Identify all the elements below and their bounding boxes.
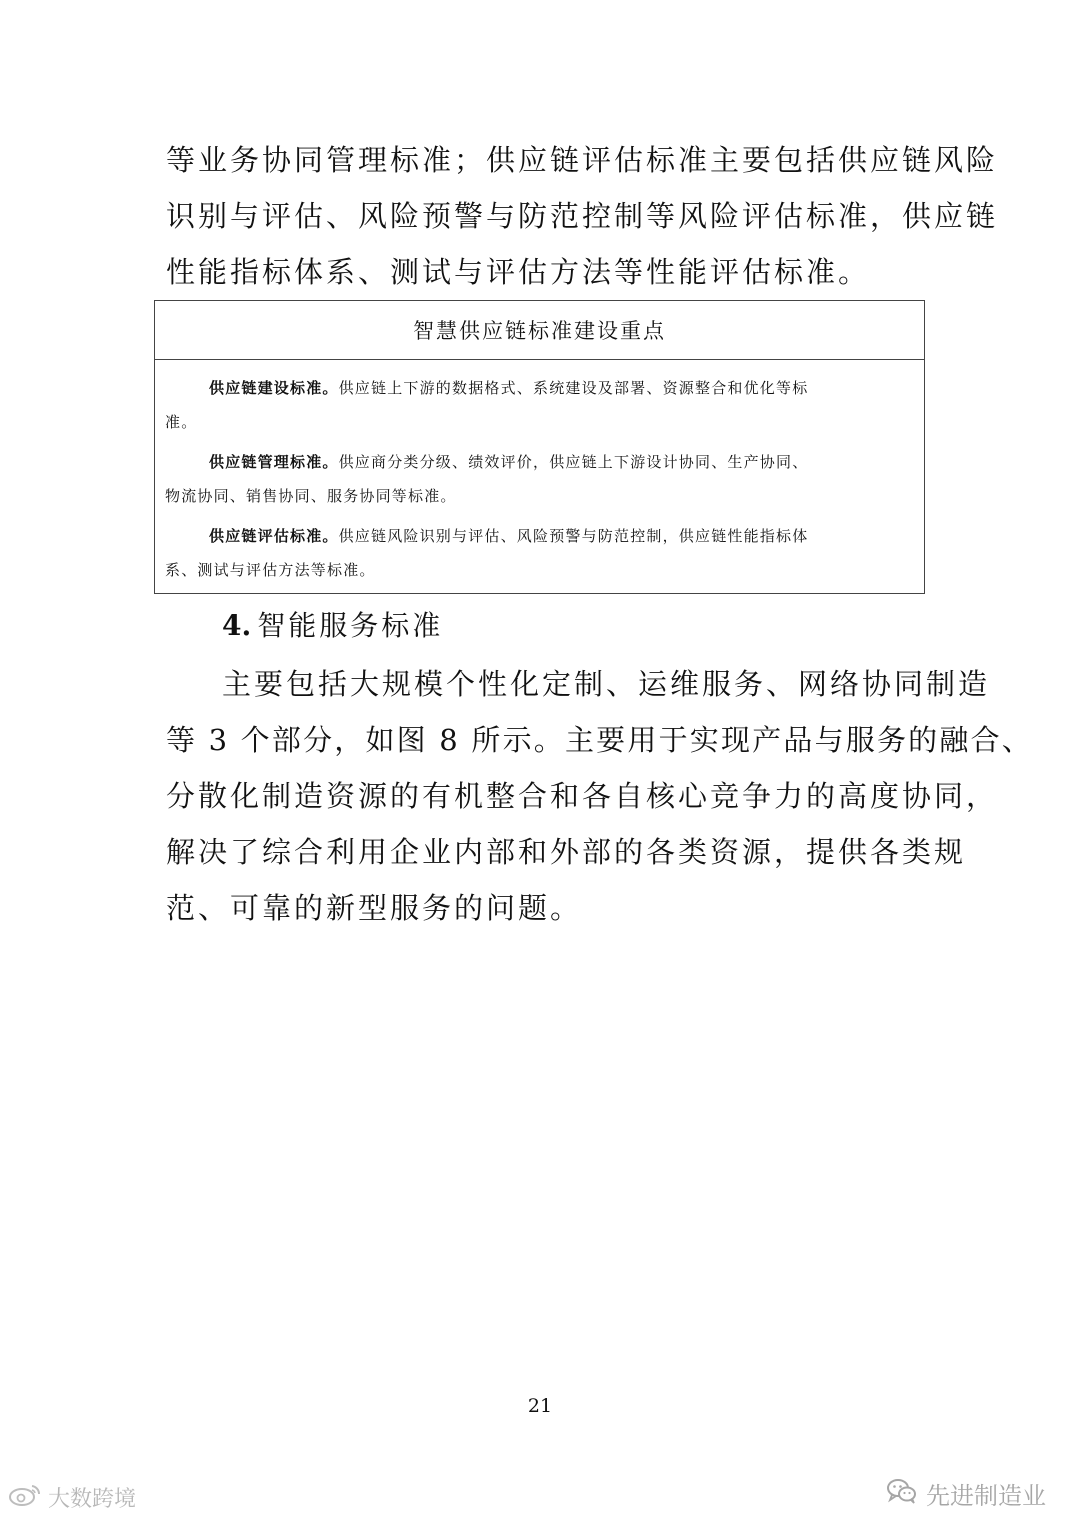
paragraph-line: 主要包括大规模个性化定制、运维服务、网络协同制造 xyxy=(222,667,991,701)
paragraph-line: 识别与评估、风险预警与防范控制等风险评估标准，供应链 xyxy=(166,199,999,233)
paragraph-line: 等业务协同管理标准；供应链评估标准主要包括供应链风险 xyxy=(166,143,999,177)
box-item-label: 供应链评估标准。 xyxy=(209,527,339,545)
paragraph-line: 分散化制造资源的有机整合和各自核心竞争力的高度协同， xyxy=(166,779,999,813)
watermark-left xyxy=(8,1482,136,1513)
box-item-line: 系、测试与评估方法等标准。 xyxy=(165,561,376,579)
paragraph-line: 解决了综合利用企业内部和外部的各类资源，提供各类规 xyxy=(166,835,967,869)
box-item-line: 准。 xyxy=(165,413,198,431)
standards-focus-box xyxy=(154,300,925,594)
box-item-line xyxy=(209,377,808,399)
section-title: 智能服务标准 xyxy=(257,609,444,642)
box-item-label: 供应链建设标准。 xyxy=(209,379,339,397)
paragraph-line: 等 3 个部分，如图 8 所示。主要用于实现产品与服务的融合、 xyxy=(166,723,1033,757)
box-item-line xyxy=(209,525,808,547)
watermark-right xyxy=(886,1476,1046,1511)
paragraph-line: 性能指标体系、测试与评估方法等性能评估标准。 xyxy=(166,255,871,289)
section-number: 4. xyxy=(222,609,252,642)
box-item-text: 供应链风险识别与评估、风险预警与防范控制，供应链性能指标体 xyxy=(338,527,809,545)
wechat-logo-icon xyxy=(886,1477,918,1511)
watermark-left-text: 大数跨境 xyxy=(48,1487,137,1512)
page-number: 21 xyxy=(527,1395,553,1417)
box-item-text: 供应链上下游的数据格式、系统建设及部署、资源整合和优化等标 xyxy=(338,379,809,397)
watermark-right-text: 先进制造业 xyxy=(926,1482,1046,1510)
box-item-text: 供应商分类分级、绩效评价，供应链上下游设计协同、生产协同、 xyxy=(338,453,809,471)
box-title: 智慧供应链标准建设重点 xyxy=(155,301,924,360)
section-heading xyxy=(222,606,443,646)
box-item-line: 物流协同、销售协同、服务协同等标准。 xyxy=(165,487,457,505)
box-item-line xyxy=(209,451,808,473)
box-item-label: 供应链管理标准。 xyxy=(209,453,339,471)
weibo-logo-icon xyxy=(8,1483,42,1513)
paragraph-line: 范、可靠的新型服务的问题。 xyxy=(166,891,583,925)
